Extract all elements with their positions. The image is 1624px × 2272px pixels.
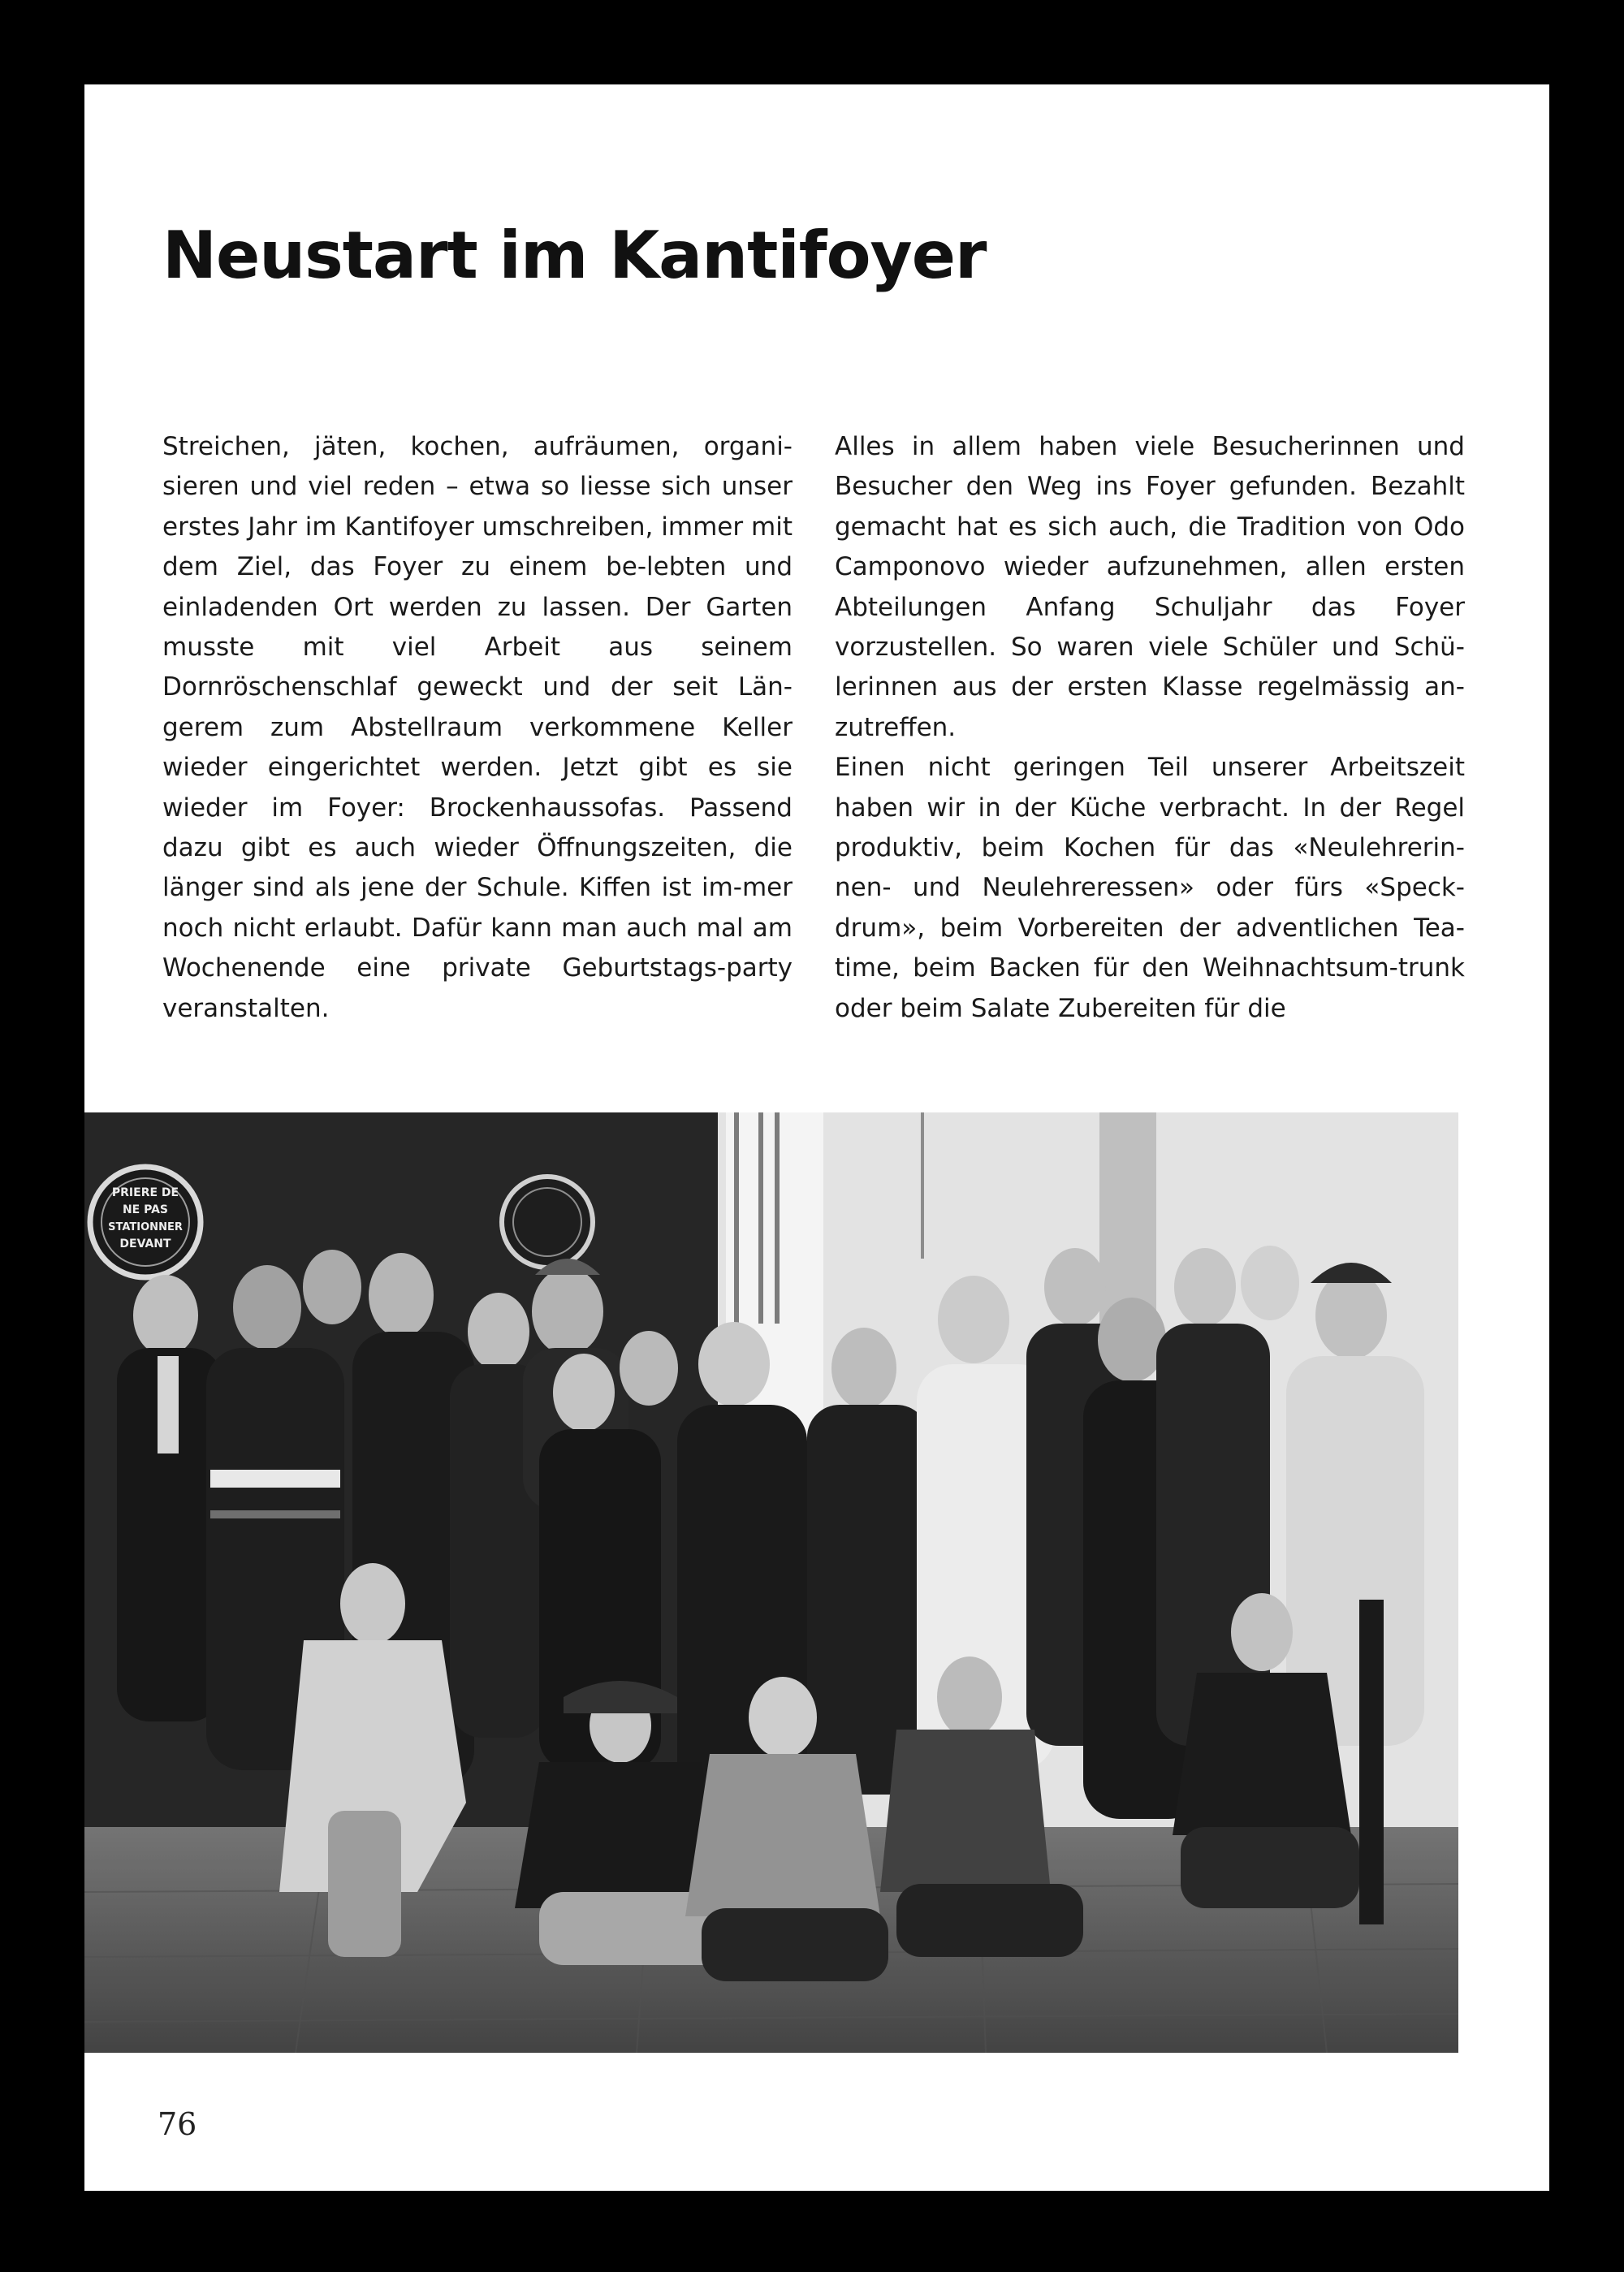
paragraph: Alles in allem haben viele Besucherinnen und Besucher den Weg ins Foyer gefunden. Bezahlt gemacht hat es sich auch, die Tradition von Odo Camponovo wieder aufzunehmen, allen ersten Abteilungen Anfang Schuljahr das Foyer vorzustellen. So waren viele Schüler und Schü-lerinnen aus der ersten Klasse regelmässig an-zutreffen. xyxy=(835,432,1465,742)
sign-line: STATIONNER xyxy=(108,1221,183,1233)
text-column-right xyxy=(835,427,1465,1029)
paragraph: Streichen, jäten, kochen, aufräumen, organi-sieren und viel reden – etwa so liesse sich unser erstes Jahr im Kantifoyer umschreiben, immer mit dem Ziel, das Foyer zu einem be-lebten und einladenden Ort werden zu lassen. Der Garten musste mit viel Arbeit aus seinem Dornröschenschlaf geweckt und der seit Län-gerem zum Abstellraum verkommene Keller wieder eingerichtet werden. Jetzt gibt es sie wieder im Foyer: Brockenhaussofas. Passend dazu gibt es auch wieder Öffnungszeiten, die länger sind als jene der Schule. Kiffen ist im-mer noch nicht erlaubt. Dafür kann man auch mal am Wochenende eine private Geburtstags-party veranstalten. xyxy=(162,432,793,1023)
sign-line: PRIERE DE xyxy=(111,1186,179,1199)
paragraph: Einen nicht geringen Teil unserer Arbeitszeit haben wir in der Küche verbracht. In der Regel produktiv, beim Kochen für das «Neulehrerin-nen- und Neulehreressen» oder fürs «Speck-drum», beim Vorbereiten der adventlichen Tea-time, beim Backen für den Weihnachtsum-trunk oder beim Salate Zubereiten für die xyxy=(835,753,1465,1023)
sign-line: DEVANT xyxy=(119,1238,171,1250)
group-photo-illustration xyxy=(84,1112,1458,2053)
article-title: Neustart im Kantifoyer xyxy=(162,218,987,293)
sign-line: NE PAS xyxy=(122,1203,169,1216)
group-photo xyxy=(84,1112,1458,2053)
document-page xyxy=(84,84,1549,2191)
text-column-left xyxy=(162,427,793,1029)
page-number: 76 xyxy=(158,2106,197,2142)
